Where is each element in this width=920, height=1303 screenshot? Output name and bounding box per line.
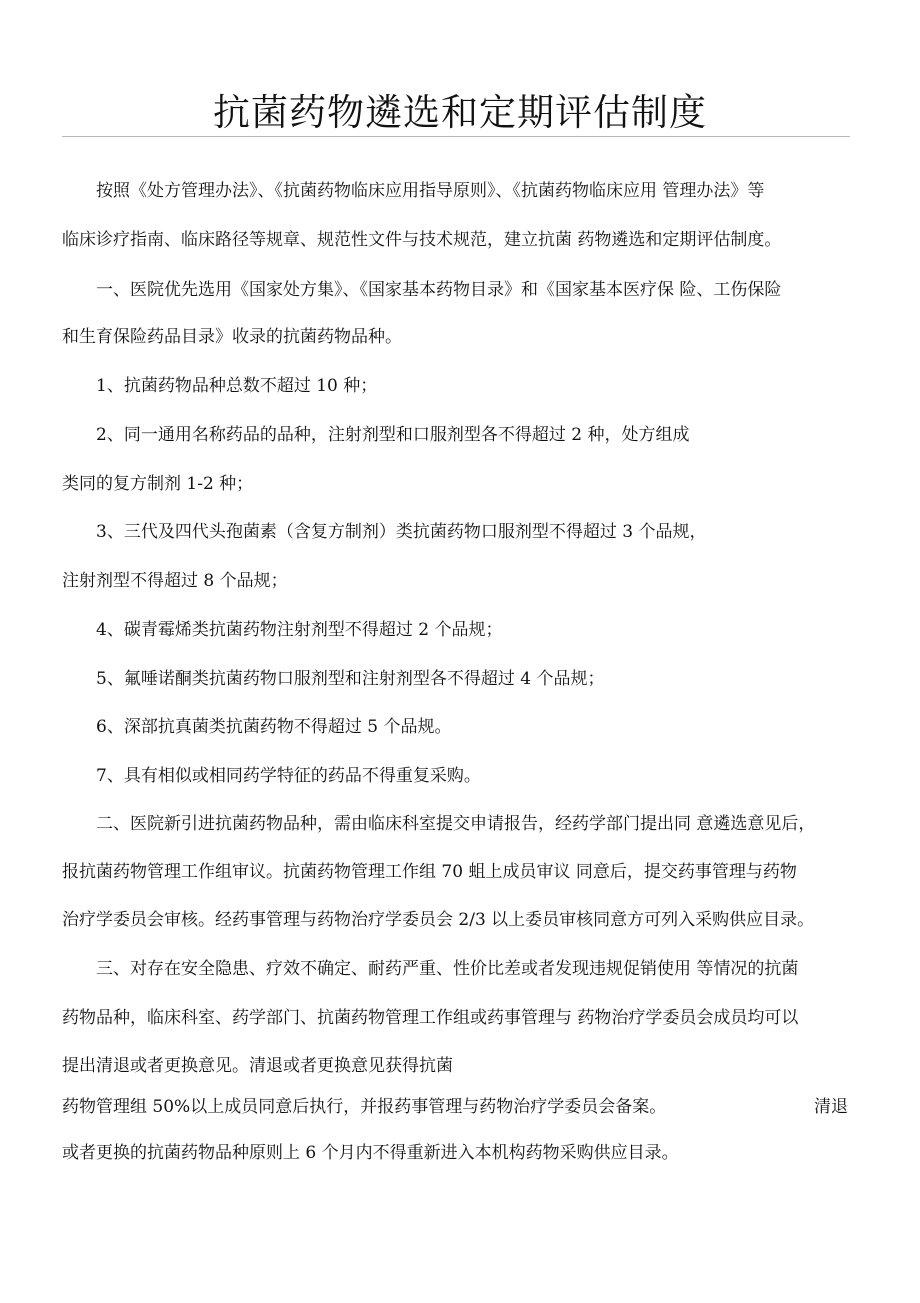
paragraph-line: 报抗菌药物管理工作组审议。抗菌药物管理工作组 70 蛆上成员审议 同意后，提交药事管理与药物 (62, 862, 797, 882)
list-item: 1、抗菌药物品种总数不超过 10 种； (96, 376, 378, 396)
list-item: 6、深部抗真菌类抗菌药物不得超过 5 个品规。 (96, 717, 452, 737)
document-title: 抗菌药物遴选和定期评估制度 (213, 91, 707, 134)
list-item: 4、碳青霉烯类抗菌药物注射剂型不得超过 2 个品规； (96, 620, 503, 640)
list-item: 7、具有相似或相同药学特征的药品不得重复采购。 (96, 766, 481, 786)
trailing-word: 清退 (814, 1097, 848, 1117)
paragraph-line: 和生育保险药品目录》收录的抗菌药物品种。 (62, 327, 402, 347)
paragraph-line: 按照《处方管理办法》、《抗菌药物临床应用指导原则》、《抗菌药物临床应用 管理办法》等 (96, 181, 765, 201)
paragraph-line: 临床诊疗指南、临床路径等规章、规范性文件与技术规范，建立抗菌 药物遴选和定期评估制度。 (62, 230, 782, 250)
list-item: 2、同一通用名称药品的品种，注射剂型和口服剂型各不得超过 2 种，处方组成 (96, 425, 690, 445)
paragraph-line: 药物管理组 50%以上成员同意后执行，并报药事管理与药物治疗学委员会备案。 (62, 1097, 667, 1117)
paragraph-line: 二、医院新引进抗菌药物品种，需由临床科室提交申请报告，经药学部门提出同 意遴选意见后， (96, 814, 816, 834)
paragraph-line: 或者更换的抗菌药物品种原则上 6 个月内不得重新进入本机构药物采购供应目录。 (62, 1143, 679, 1163)
title-divider (62, 136, 850, 137)
paragraph-line: 治疗学委员会审核。经药事管理与药物治疗学委员会 2/3 以上委员审核同意方可列入采购供应目录。 (62, 910, 815, 930)
paragraph-line: 一、医院优先选用《国家处方集》、《国家基本药物目录》和《国家基本医疗保 险、工伤保险 (96, 280, 782, 300)
list-item-continuation: 类同的复方制剂 1-2 种； (62, 474, 254, 494)
list-item: 3、三代及四代头孢菌素（含复方制剂）类抗菌药物口服剂型不得超过 3 个品规， (96, 522, 707, 542)
list-item: 5、氟唾诺酮类抗菌药物口服剂型和注射剂型各不得超过 4 个品规； (96, 669, 605, 689)
paragraph-line: 三、对存在安全隐患、疗效不确定、耐药严重、性价比差或者发现违规促销使用 等情况的抗菌 (96, 959, 799, 979)
paragraph-line: 提出清退或者更换意见。清退或者更换意见获得抗菌 (62, 1056, 453, 1076)
paragraph-line: 药物品种，临床科室、药学部门、抗菌药物管理工作组或药事管理与 药物治疗学委员会成员均可以 (62, 1008, 799, 1028)
list-item-continuation: 注射剂型不得超过 8 个品规； (62, 571, 288, 591)
